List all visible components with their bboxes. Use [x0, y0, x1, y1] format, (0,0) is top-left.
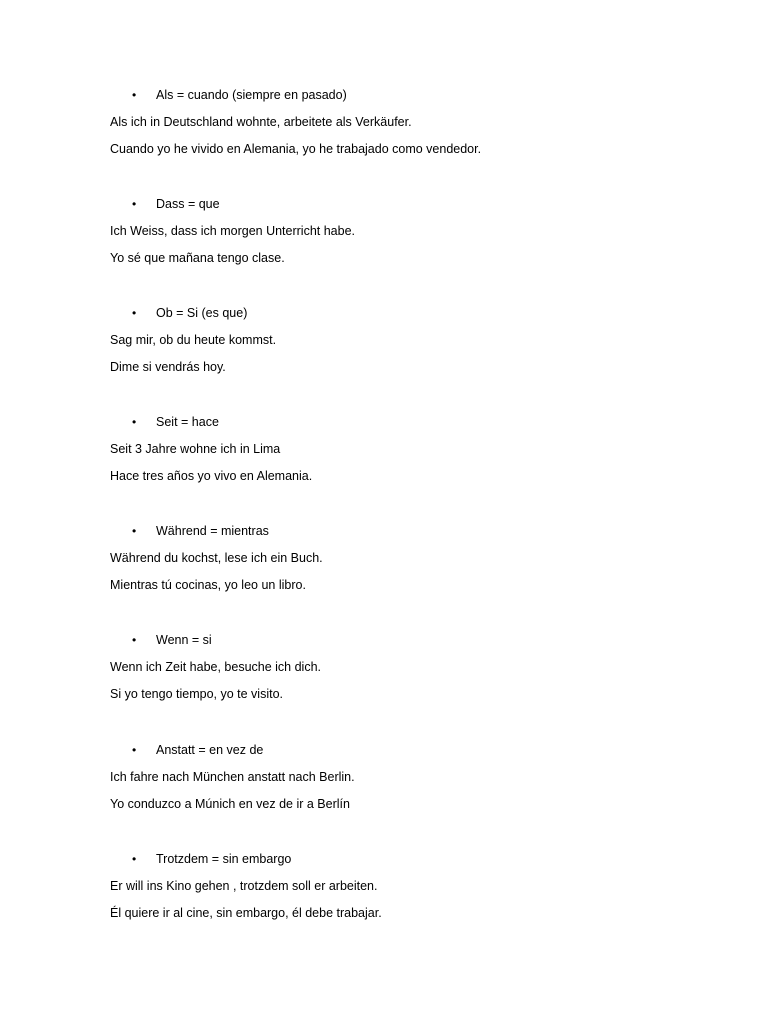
- german-sentence: Während du kochst, lese ich ein Buch.: [110, 551, 323, 565]
- section-ob: [110, 303, 710, 377]
- spanish-sentence: Él quiere ir al cine, sin embargo, él debe trabajar.: [110, 906, 382, 920]
- bullet-item: [110, 630, 710, 650]
- bullet-icon: •: [132, 197, 137, 211]
- bullet-icon: •: [132, 743, 137, 757]
- section-heading: Während = mientras: [156, 524, 269, 538]
- german-sentence: Er will ins Kino gehen , trotzdem soll er arbeiten.: [110, 879, 378, 893]
- bullet-item: [110, 521, 710, 541]
- bullet-icon: •: [132, 524, 137, 538]
- spanish-sentence: Hace tres años yo vivo en Alemania.: [110, 469, 313, 483]
- bullet-item: [110, 85, 710, 105]
- bullet-icon: •: [132, 88, 137, 102]
- section-heading: Anstatt = en vez de: [156, 743, 264, 757]
- german-sentence: Als ich in Deutschland wohnte, arbeitete als Verkäufer.: [110, 115, 412, 129]
- bullet-item: [110, 740, 710, 760]
- section-wenn: [110, 630, 710, 704]
- section-dass: [110, 194, 710, 268]
- section-waehrend: [110, 521, 710, 595]
- section-heading: Seit = hace: [156, 415, 219, 429]
- german-sentence: Sag mir, ob du heute kommst.: [110, 333, 277, 347]
- bullet-item: [110, 849, 710, 869]
- bullet-item: [110, 412, 710, 432]
- section-heading: Als = cuando (siempre en pasado): [156, 88, 347, 102]
- german-sentence: Ich Weiss, dass ich morgen Unterricht habe.: [110, 224, 356, 238]
- spanish-sentence: Mientras tú cocinas, yo leo un libro.: [110, 578, 306, 592]
- bullet-item: [110, 303, 710, 323]
- spanish-sentence: Yo sé que mañana tengo clase.: [110, 251, 285, 265]
- spanish-sentence: Si yo tengo tiempo, yo te visito.: [110, 687, 284, 701]
- section-heading: Dass = que: [156, 197, 220, 211]
- section-anstatt: [110, 740, 710, 814]
- german-sentence: Ich fahre nach München anstatt nach Berlin.: [110, 770, 355, 784]
- section-heading: Ob = Si (es que): [156, 306, 248, 320]
- german-sentence: Wenn ich Zeit habe, besuche ich dich.: [110, 660, 322, 674]
- spanish-sentence: Cuando yo he vivido en Alemania, yo he trabajado como vendedor.: [110, 142, 482, 156]
- section-trotzdem: [110, 849, 710, 923]
- bullet-item: [110, 194, 710, 214]
- section-als: [110, 85, 710, 159]
- bullet-icon: •: [132, 415, 137, 429]
- spanish-sentence: Yo conduzco a Múnich en vez de ir a Berlín: [110, 797, 350, 811]
- section-heading: Trotzdem = sin embargo: [156, 852, 292, 866]
- spanish-sentence: Dime si vendrás hoy.: [110, 360, 226, 374]
- bullet-icon: •: [132, 306, 137, 320]
- section-seit: [110, 412, 710, 486]
- bullet-icon: •: [132, 852, 137, 866]
- german-sentence: Seit 3 Jahre wohne ich in Lima: [110, 442, 281, 456]
- bullet-icon: •: [132, 633, 137, 647]
- section-heading: Wenn = si: [156, 633, 212, 647]
